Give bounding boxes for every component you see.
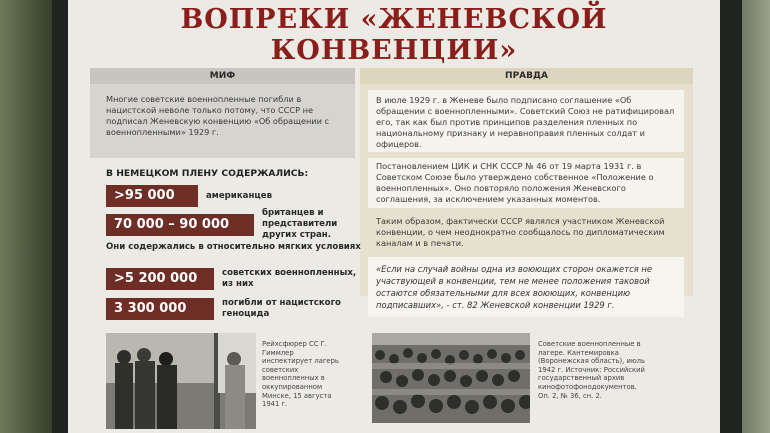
- convention-quote: «Если на случай войны одна из воюющих сторон окажется не участвующей в конвенции, тем не менее положения таковой остаются обязательными для всех воюющих, конвенцию подписавших», - ст. 82 Женевской конвенции 1929 г.: [368, 257, 684, 317]
- stat-value: 3 300 000: [106, 298, 214, 320]
- stat-label: британцев и представители других стран.: [262, 208, 338, 240]
- stat-label: американцев: [206, 191, 273, 201]
- photo-caption-right: Советские военнопленные в лагере. Кантемировка (Воронежская область), июль 1942 г. Источник: Российский государственный архив кинофотофонодокументов. Оп. 2, № 36, сн. 2.: [538, 340, 645, 400]
- myth-header: МИФ: [90, 68, 355, 84]
- stat-value: >95 000: [106, 185, 198, 207]
- captivity-note: Они содержались в относительно мягких условиях: [106, 242, 361, 252]
- photo-himmler-inspection: [106, 333, 256, 429]
- board-title: ВОПРЕКИ «ЖЕНЕВСКОЙ КОНВЕНЦИИ»: [180, 4, 608, 66]
- info-board: [68, 0, 720, 433]
- truth-paragraph-3: Таким образом, фактически СССР являлся участником Женевской конвенции, о чем неоднократно сообщалось по дипломатическим каналам и в печати.: [376, 216, 665, 248]
- right-frame-post: [720, 0, 742, 433]
- stat-value: >5 200 000: [106, 268, 214, 290]
- myth-text: Многие советские военнопленные погибли в нацистской неволе только потому, что СССР не подписал Женевскую конвенцию «Об обращении с военнопленными» 1929 г.: [106, 94, 330, 137]
- truth-paragraph-1: В июле 1929 г. в Женеве было подписано соглашение «Об обращении с военнопленными». Советский Союз не ратифицировал его, так как был против принципов разделения пленных по национальному признаку и неравноправия пленных солдат и офицеров.: [376, 95, 675, 149]
- captivity-heading: В НЕМЕЦКОМ ПЛЕНУ СОДЕРЖАЛИСЬ:: [106, 168, 309, 179]
- stat-label: погибли от нацистского геноцида: [222, 298, 341, 319]
- truth-paragraph-2: Постановлением ЦИК и СНК СССР № 46 от 19 марта 1931 г. в Советском Союзе было утверждено собственное «Положение о военнопленных». Оно повторяло положения Женевского соглашения, за исключением указанных моментов.: [376, 161, 654, 204]
- left-frame-post: [52, 0, 68, 433]
- photo-pow-camp: [372, 333, 530, 423]
- stat-value: 70 000 – 90 000: [106, 214, 254, 236]
- truth-header: ПРАВДА: [360, 68, 693, 84]
- stat-label: советских военнопленных, из них: [222, 268, 357, 289]
- photo-caption-left: Рейхсфюрер СС Г. Гиммлер инспектирует лагерь советских военнопленных в оккупированном Минске, 15 августа 1941 г.: [262, 340, 339, 409]
